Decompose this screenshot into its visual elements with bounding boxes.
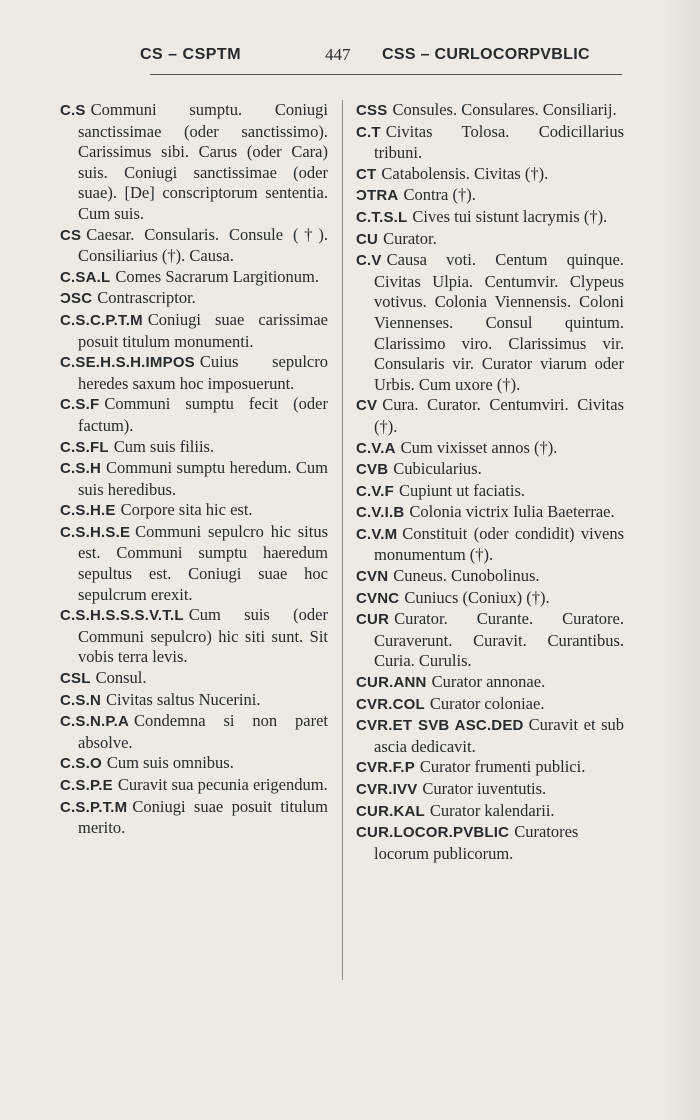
dictionary-entry (60, 437, 328, 459)
entry-expansion: Curavit sua pecunia erigendum. (117, 775, 328, 794)
entry-expansion: Contrascriptor. (97, 288, 196, 308)
dictionary-entry (356, 715, 624, 757)
entry-abbreviation: C.S (60, 102, 86, 119)
entry-expansion: Comes Sacrarum Largitionum. (115, 266, 319, 286)
entry-expansion: Curator. Curante. Curatore. Curaverunt. Curavit. Curantibus. Curia. Curulis. (374, 609, 624, 671)
dictionary-entry (356, 250, 624, 395)
entry-abbreviation: CUR.ANN (356, 674, 427, 692)
entry-abbreviation: C.V.M (356, 525, 398, 543)
dictionary-entry (356, 694, 624, 716)
dictionary-entry (356, 672, 624, 694)
entry-abbreviation: C.SE.H.S.H.IMPOS (60, 354, 195, 372)
dictionary-entry (60, 288, 328, 310)
entry-abbreviation: CUR.LOCOR.PVBLIC (356, 824, 510, 842)
dictionary-entry (356, 395, 624, 437)
entry-expansion: Colonia victrix Iulia Baeterrae. (409, 502, 615, 522)
right-column (356, 100, 624, 864)
entry-expansion: Constituit (oder condidit) vivens monumentum (†). (374, 523, 624, 565)
entry-expansion: Coniugi suae posuit titulum merito. (78, 796, 328, 838)
dictionary-entry (356, 757, 624, 779)
entry-abbreviation: C.S.H.S.S.S.V.T.L (60, 607, 184, 625)
entry-expansion: Curator coloniae. (429, 693, 545, 713)
entry-expansion: Cubicularius. (393, 459, 482, 479)
dictionary-entry (356, 779, 624, 801)
entry-abbreviation: CSS (356, 102, 388, 119)
entry-abbreviation: C.S.P.E (60, 777, 113, 794)
entry-expansion: Civitas Tolosa. Codicillarius tribuni. (374, 121, 624, 163)
entry-abbreviation: CUR.KAL (356, 802, 425, 820)
entry-abbreviation: C.T.S.L (356, 208, 408, 226)
entry-abbreviation: CVN (356, 568, 389, 586)
entry-expansion: Corpore sita hic est. (120, 500, 253, 520)
entry-abbreviation: C.S.H.E (60, 502, 116, 520)
entry-expansion: Curator iuventutis. (422, 779, 547, 798)
entry-expansion: Curator. (383, 228, 437, 248)
entry-expansion: Cura. Curator. Centumviri. Civitas (†). (374, 395, 624, 436)
entry-expansion: Civitas saltus Nucerini. (106, 689, 261, 709)
dictionary-entry (356, 164, 624, 186)
dictionary-entry (60, 352, 328, 394)
entry-abbreviation: C.S.C.P.T.M (60, 311, 143, 329)
dictionary-entry (60, 225, 328, 267)
dictionary-entry (60, 797, 328, 839)
entry-expansion: Coniugi suae carissimae posuit titulum monumenti. (78, 309, 328, 351)
entry-abbreviation: CVR.COL (356, 695, 425, 713)
entry-expansion: Consules. Consulares. Consiliarij. (392, 100, 617, 119)
column-divider (342, 100, 343, 980)
entry-abbreviation: C.S.P.T.M (60, 798, 128, 816)
left-column (60, 100, 328, 839)
entry-expansion: Caesar. Consularis. Consule (†). Consiliarius (†). Causa. (78, 224, 328, 266)
entry-expansion: Curator frumenti publici. (419, 757, 586, 777)
dictionary-entry (356, 185, 624, 207)
entry-abbreviation: ƆSC (60, 290, 93, 308)
entry-abbreviation: C.T (356, 123, 381, 141)
header-left-guideword: CS – CSPTM (140, 46, 242, 63)
running-header (130, 46, 620, 70)
dictionary-entry (60, 458, 328, 500)
dictionary-entry (60, 394, 328, 436)
dictionary-entry (356, 588, 624, 610)
dictionary-entry (356, 229, 624, 251)
entry-expansion: Cuneus. Cunobolinus. (393, 566, 540, 586)
entry-abbreviation: CVR.F.P (356, 759, 415, 777)
entry-abbreviation: C.S.N.P.A (60, 713, 130, 731)
entry-abbreviation: CV (356, 397, 378, 415)
dictionary-entry (356, 822, 624, 864)
entry-abbreviation: C.S.O (60, 755, 102, 773)
dictionary-entry (60, 711, 328, 753)
entry-expansion: Cuniucs (Coniux) (†). (404, 587, 550, 607)
entry-expansion: Catabolensis. Civitas (†). (381, 163, 549, 183)
entry-abbreviation: CVNC (356, 589, 400, 607)
entry-abbreviation: CS (60, 226, 82, 244)
entry-expansion: Communi sumptu fecit (oder factum). (78, 394, 328, 435)
dictionary-entry (356, 502, 624, 524)
entry-abbreviation: C.V.A (356, 439, 396, 457)
entry-abbreviation: C.S.FL (60, 438, 109, 456)
entry-abbreviation: CUR (356, 611, 390, 629)
entry-abbreviation: CT (356, 165, 377, 183)
entry-expansion: Cum suis filiis. (113, 436, 215, 456)
dictionary-entry (356, 609, 624, 672)
dictionary-entry (60, 310, 328, 352)
header-rule (150, 74, 622, 75)
entry-abbreviation: C.S.F (60, 396, 100, 414)
dictionary-entry (60, 100, 328, 225)
entry-expansion: Consul. (95, 668, 147, 688)
dictionary-entry (60, 690, 328, 712)
entry-expansion: Curatores locorum publicorum. (374, 822, 579, 863)
entry-expansion: Curavit et sub ascia dedicavit. (374, 715, 624, 756)
entry-expansion: Condemna si non paret absolve. (78, 711, 328, 752)
header-right-guideword: CSS – CURLOCORPVBLIC (382, 46, 590, 63)
entry-expansion: Cum suis omnibus. (106, 753, 234, 773)
entry-abbreviation: CVR.ET SVB ASC.DED (356, 717, 524, 735)
dictionary-entry (356, 801, 624, 823)
dictionary-entry (356, 524, 624, 566)
entry-expansion: Cupiunt ut faciatis. (398, 480, 525, 500)
dictionary-entry (60, 668, 328, 690)
dictionary-entry (356, 438, 624, 460)
dictionary-entry (60, 605, 328, 668)
entry-expansion: Cum suis (oder Communi sepulcro) hic siti sunt. Sit vobis terra levis. (78, 605, 328, 667)
entry-abbreviation: C.V.F (356, 482, 394, 500)
dictionary-entry (60, 500, 328, 522)
dictionary-entry (356, 207, 624, 229)
entry-expansion: Curator kalendarii. (429, 800, 555, 820)
dictionary-entry (356, 459, 624, 481)
dictionary-entry (60, 522, 328, 605)
entry-expansion: Cum vixisset annos (†). (400, 437, 558, 457)
entry-expansion: Cives tui sistunt lacrymis (†). (412, 206, 608, 226)
entry-expansion: Communi sumptu. Coniugi sanctissimae (oder sanctissimo). Carissimus sibi. Carus (oder Cara) suis. Coniugi sanctissimae (oder suae). [De] conscriptorum sententia. Cum suis. (78, 100, 328, 223)
entry-expansion: Cuius sepulcro heredes saxum hoc imposuerunt. (78, 352, 328, 393)
entry-abbreviation: C.S.H.S.E (60, 523, 131, 541)
dictionary-entry (60, 775, 328, 797)
entry-abbreviation: C.V (356, 252, 382, 270)
dictionary-entry (356, 122, 624, 164)
dictionary-entry (356, 481, 624, 503)
dictionary-entry (356, 566, 624, 588)
entry-expansion: Contra (†). (403, 185, 476, 205)
entry-expansion: Curator annonae. (431, 672, 546, 692)
entry-abbreviation: CSL (60, 670, 91, 688)
dictionary-entry (60, 267, 328, 289)
entry-abbreviation: CVB (356, 461, 389, 479)
page-number: 447 (325, 45, 351, 64)
entry-abbreviation: C.S.N (60, 691, 102, 709)
entry-expansion: Causa voti. Centum quinque. Civitas Ulpia. Centumvir. Clypeus votivus. Colonia Viennensis. Coloni Viennenses. Consul quintum. Clarissimo viro. Clarissimus vir. Consularis vir. Curator viarum oder Urbis. Cum uxore (†). (374, 250, 624, 394)
entry-abbreviation: C.S.H (60, 460, 102, 478)
dictionary-entry (356, 100, 624, 122)
dictionary-entry (60, 753, 328, 775)
entry-abbreviation: C.V.I.B (356, 504, 405, 522)
page-gutter-shadow (660, 0, 700, 1120)
entry-abbreviation: C.SA.L (60, 268, 111, 286)
entry-expansion: Communi sumptu heredum. Cum suis heredibus. (78, 458, 328, 499)
entry-abbreviation: CU (356, 230, 379, 248)
entry-abbreviation: CVR.IVV (356, 781, 418, 798)
entry-expansion: Communi sepulcro hic situs est. Communi sumptu haeredum sepultus est. Coniugi suae hoc sepulcrum erexit. (78, 521, 328, 604)
entry-abbreviation: ƆTRA (356, 187, 399, 205)
